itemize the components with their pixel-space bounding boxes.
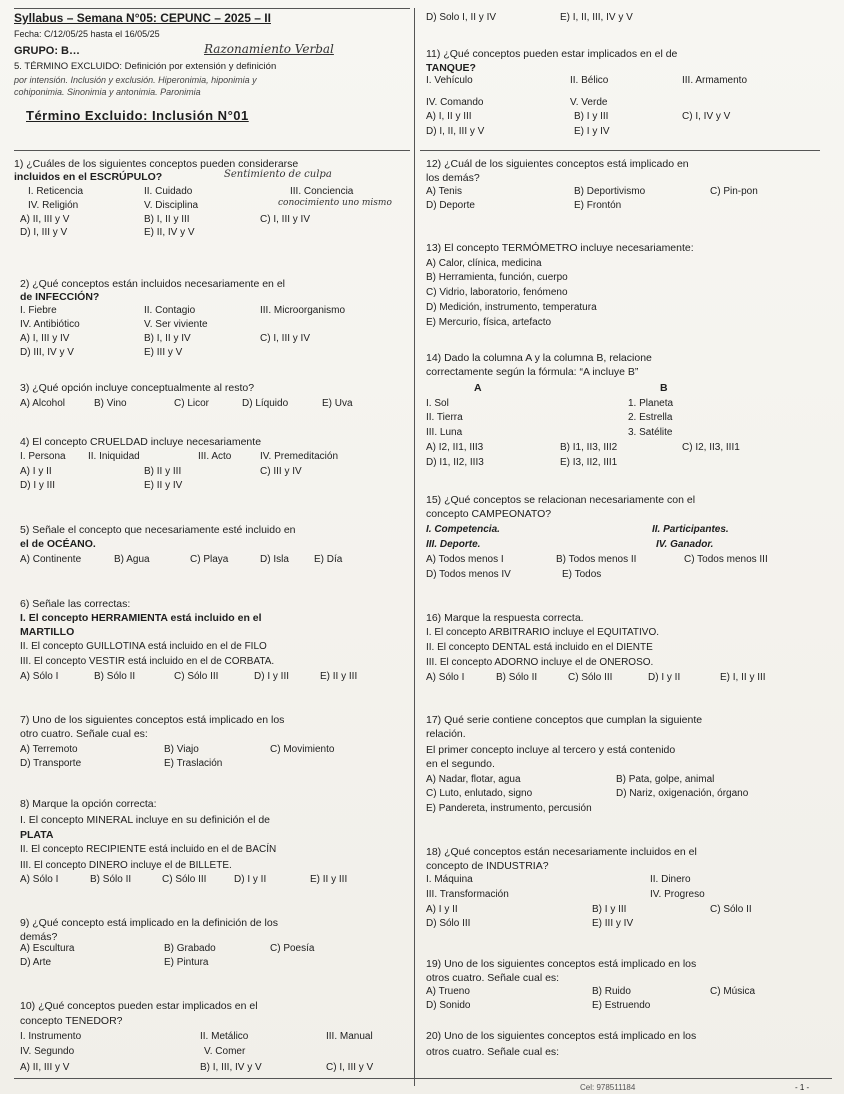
q12-a: A) Tenis xyxy=(426,186,462,197)
q16-line4: III. El concepto ADORNO incluye el de ONEROSO. xyxy=(426,657,654,668)
q1-opt2: II. Cuidado xyxy=(144,186,193,197)
q19-d: D) Sonido xyxy=(426,1000,471,1011)
q4-opt4: IV. Premeditación xyxy=(260,451,339,462)
q8-line4: II. El concepto RECIPIENTE está incluido en el de BACÍN xyxy=(20,844,277,855)
q2-a: A) I, III y IV xyxy=(20,333,70,344)
q5-line2: el de OCÉANO. xyxy=(20,538,96,550)
q10-line2: concepto TENEDOR? xyxy=(20,1015,123,1027)
q14-a2: II. Tierra xyxy=(426,412,463,423)
q16-d: D) I y II xyxy=(648,672,681,683)
q10-a: A) II, III y V xyxy=(20,1062,70,1073)
q7-e: E) Traslación xyxy=(164,758,223,769)
q3-line1: 3) ¿Qué opción incluye conceptualmente al resto? xyxy=(20,382,255,394)
q8-a: A) Sólo I xyxy=(20,874,59,885)
q4-c: C) III y IV xyxy=(260,466,302,477)
section-line-3: cohiponimia. Sinonimia y antonimia. Paronimia xyxy=(14,87,201,97)
q15-opt2: II. Participantes. xyxy=(652,524,729,535)
q2-line1: 2) ¿Qué conceptos están incluidos necesariamente en el xyxy=(20,278,285,290)
q10-opt4: IV. Segundo xyxy=(20,1046,75,1057)
section-rule-right xyxy=(420,150,820,151)
q4-e: E) II y IV xyxy=(144,480,183,491)
q15-e: E) Todos xyxy=(562,569,602,580)
q6-a: A) Sólo I xyxy=(20,671,59,682)
q8-b: B) Sólo II xyxy=(90,874,132,885)
q18-line2: concepto de INDUSTRIA? xyxy=(426,860,549,872)
q1-d: D) I, III y V xyxy=(20,227,68,238)
q10-e: E) I, II, III, IV y V xyxy=(560,12,633,23)
q2-opt5: V. Ser viviente xyxy=(144,319,208,330)
q19-line1: 19) Uno de los siguientes conceptos está implicado en los xyxy=(426,958,697,970)
q11-opt5: V. Verde xyxy=(570,97,608,108)
q1-line1: 1) ¿Cuáles de los siguientes conceptos pueden considerarse xyxy=(14,158,299,170)
q12-c: C) Pin-pon xyxy=(710,186,758,197)
q1-a: A) II, III y V xyxy=(20,214,70,225)
q15-line1: 15) ¿Qué conceptos se relacionan necesariamente con el xyxy=(426,494,696,506)
q13-a: A) Calor, clínica, medicina xyxy=(426,258,542,269)
q6-d: D) I y III xyxy=(254,671,289,682)
q2-d: D) III, IV y V xyxy=(20,347,74,358)
bottom-rule xyxy=(14,1078,832,1079)
q17-line4: en el segundo. xyxy=(426,758,495,770)
q13-e: E) Mercurio, física, artefacto xyxy=(426,317,552,328)
q7-a: A) Terremoto xyxy=(20,744,78,755)
q9-d: D) Arte xyxy=(20,957,52,968)
q14-b2: 2. Estrella xyxy=(628,412,673,423)
q5-line1: 5) Señale el concepto que necesariamente esté incluido en xyxy=(20,524,296,536)
q6-c: C) Sólo III xyxy=(174,671,219,682)
q9-line1: 9) ¿Qué concepto está implicado en la definición de los xyxy=(20,917,278,929)
q7-c: C) Movimiento xyxy=(270,744,335,755)
q3-c: C) Licor xyxy=(174,398,210,409)
section-line-1: 5. TÉRMINO EXCLUIDO: Definición por extensión y definición xyxy=(14,61,277,72)
syllabus-title: Syllabus – Semana N°05: CEPUNC – 2025 – II xyxy=(14,11,271,25)
q9-a: A) Escultura xyxy=(20,943,75,954)
q15-b: B) Todos menos II xyxy=(556,554,637,565)
q14-line2: correctamente según la fórmula: “A incluye B” xyxy=(426,366,639,378)
q12-line1: 12) ¿Cuál de los siguientes conceptos está implicado en xyxy=(426,158,689,170)
q11-opt3: III. Armamento xyxy=(682,75,748,86)
q5-a: A) Continente xyxy=(20,554,82,565)
q13-b: B) Herramienta, función, cuerpo xyxy=(426,272,568,283)
q18-c: C) Sólo II xyxy=(710,904,752,915)
q8-d: D) I y II xyxy=(234,874,267,885)
q17-a: A) Nadar, flotar, agua xyxy=(426,774,521,785)
q14-a3: III. Luna xyxy=(426,427,463,438)
q11-line1: 11) ¿Qué conceptos pueden estar implicados en el de xyxy=(426,48,678,60)
q6-b: B) Sólo II xyxy=(94,671,136,682)
q13-d: D) Medición, instrumento, temperatura xyxy=(426,302,597,313)
q12-e: E) Frontón xyxy=(574,200,622,211)
q18-line1: 18) ¿Qué conceptos están necesariamente incluidos en el xyxy=(426,846,697,858)
q16-b: B) Sólo II xyxy=(496,672,538,683)
q15-line2: concepto CAMPEONATO? xyxy=(426,508,552,520)
q18-b: B) I y III xyxy=(592,904,627,915)
q2-b: B) I, II y IV xyxy=(144,333,191,344)
q18-opt2: II. Dinero xyxy=(650,874,691,885)
q14-line1: 14) Dado la columna A y la columna B, relacione xyxy=(426,352,652,364)
q2-e: E) III y V xyxy=(144,347,183,358)
q8-line1: 8) Marque la opción correcta: xyxy=(20,798,157,810)
q4-d: D) I y III xyxy=(20,480,55,491)
q4-line1: 4) El concepto CRUELDAD incluye necesariamente xyxy=(20,436,262,448)
q14-b1: 1. Planeta xyxy=(628,398,674,409)
q5-e: E) Día xyxy=(314,554,343,565)
q14-col-a-header: A xyxy=(474,382,482,394)
q15-opt3: III. Deporte. xyxy=(426,539,481,550)
q18-opt3: III. Transformación xyxy=(426,889,509,900)
q17-b: B) Pata, golpe, animal xyxy=(616,774,715,785)
q2-line2: de INFECCIÓN? xyxy=(20,291,100,303)
q11-opt1: I. Vehículo xyxy=(426,75,473,86)
q11-b: B) I y III xyxy=(574,111,609,122)
q2-opt3: III. Microorganismo xyxy=(260,305,346,316)
q7-d: D) Transporte xyxy=(20,758,82,769)
q2-opt4: IV. Antibiótico xyxy=(20,319,80,330)
q4-a: A) I y II xyxy=(20,466,52,477)
q11-line2: TANQUE? xyxy=(426,62,476,74)
q2-c: C) I, III y IV xyxy=(260,333,311,344)
q3-e: E) Uva xyxy=(322,398,353,409)
q14-c: C) I2, II3, III1 xyxy=(682,442,740,453)
q13-c: C) Vidrio, laboratorio, fenómeno xyxy=(426,287,568,298)
q11-opt2: II. Bélico xyxy=(570,75,609,86)
q16-line3: II. El concepto DENTAL está incluido en el DIENTE xyxy=(426,642,653,653)
q17-c: C) Luto, enlutado, signo xyxy=(426,788,533,799)
column-divider xyxy=(414,8,415,1086)
q4-opt1: I. Persona xyxy=(20,451,66,462)
q1-e: E) II, IV y V xyxy=(144,227,195,238)
q14-b: B) I1, II3, III2 xyxy=(560,442,618,453)
q18-opt4: IV. Progreso xyxy=(650,889,705,900)
section-rule xyxy=(14,150,410,151)
q15-a: A) Todos menos I xyxy=(426,554,504,565)
q9-b: B) Grabado xyxy=(164,943,216,954)
q5-b: B) Agua xyxy=(114,554,150,565)
q4-b: B) II y III xyxy=(144,466,182,477)
q16-c: C) Sólo III xyxy=(568,672,613,683)
q6-e: E) II y III xyxy=(320,671,358,682)
q14-e: E) I3, II2, III1 xyxy=(560,457,618,468)
q16-line1: 16) Marque la respuesta correcta. xyxy=(426,612,584,624)
q20-line1: 20) Uno de los siguientes conceptos está implicado en los xyxy=(426,1030,697,1042)
q11-d: D) I, II, III y V xyxy=(426,126,485,137)
q8-c: C) Sólo III xyxy=(162,874,207,885)
q5-d: D) Isla xyxy=(260,554,289,565)
q6-line1: 6) Señale las correctas: xyxy=(20,598,131,610)
q10-line1: 10) ¿Qué conceptos pueden estar implicados en el xyxy=(20,1000,258,1012)
top-rule xyxy=(14,8,410,9)
q16-a: A) Sólo I xyxy=(426,672,465,683)
q16-e: E) I, II y III xyxy=(720,672,766,683)
q8-line3: PLATA xyxy=(20,829,54,841)
q11-a: A) I, II y III xyxy=(426,111,472,122)
q19-line2: otros cuatro. Señale cual es: xyxy=(426,972,560,984)
q7-line1: 7) Uno de los siguientes conceptos está implicado en los xyxy=(20,714,285,726)
q14-a1: I. Sol xyxy=(426,398,449,409)
q10-opt1: I. Instrumento xyxy=(20,1031,82,1042)
q19-e: E) Estruendo xyxy=(592,1000,651,1011)
q1-opt5: V. Disciplina xyxy=(144,200,199,211)
q15-c: C) Todos menos III xyxy=(684,554,768,565)
q18-e: E) III y IV xyxy=(592,918,634,929)
q3-b: B) Vino xyxy=(94,398,127,409)
q16-line2: I. El concepto ARBITRARIO incluye el EQUITATIVO. xyxy=(426,627,660,638)
q12-d: D) Deporte xyxy=(426,200,475,211)
q10-d: D) Solo I, II y IV xyxy=(426,12,497,23)
group-label: GRUPO: B… xyxy=(14,45,80,57)
q7-b: B) Viajo xyxy=(164,744,199,755)
q14-b3: 3. Satélite xyxy=(628,427,673,438)
q18-opt1: I. Máquina xyxy=(426,874,473,885)
q8-line5: III. El concepto DINERO incluye el de BILLETE. xyxy=(20,860,232,871)
q13-line1: 13) El concepto TERMÓMETRO incluye necesariamente: xyxy=(426,242,694,254)
q6-line4: II. El concepto GUILLOTINA está incluido en el de FILO xyxy=(20,641,267,652)
q12-line2: los demás? xyxy=(426,172,480,184)
q19-a: A) Trueno xyxy=(426,986,470,997)
q19-c: C) Música xyxy=(710,986,756,997)
q6-line3: MARTILLO xyxy=(20,626,75,638)
q1-c: C) I, III y IV xyxy=(260,214,311,225)
q14-d: D) I1, II2, III3 xyxy=(426,457,484,468)
q1-handwritten-note2: conocimiento uno mismo xyxy=(278,198,392,208)
q11-c: C) I, IV y V xyxy=(682,111,731,122)
q15-opt1: I. Competencia. xyxy=(426,524,500,535)
q1-handwritten-note: Sentimiento de culpa xyxy=(224,169,332,180)
q7-line2: otro cuatro. Señale cual es: xyxy=(20,728,148,740)
q19-b: B) Ruido xyxy=(592,986,631,997)
q9-line2: demás? xyxy=(20,931,58,943)
q18-d: D) Sólo III xyxy=(426,918,471,929)
q14-a: A) I2, II1, III3 xyxy=(426,442,484,453)
handwritten-subject: Razonamiento Verbal xyxy=(204,42,334,56)
q9-c: C) Poesía xyxy=(270,943,315,954)
q10-opt5: V. Comer xyxy=(204,1046,246,1057)
q15-opt4: IV. Ganador. xyxy=(656,539,714,550)
q11-opt4: IV. Comando xyxy=(426,97,484,108)
footer-phone: Cel: 978511184 xyxy=(580,1083,636,1092)
section-title: Término Excluido: Inclusión N°01 xyxy=(26,108,249,123)
q11-e: E) I y IV xyxy=(574,126,610,137)
q18-a: A) I y II xyxy=(426,904,458,915)
page-number: - 1 - xyxy=(795,1083,810,1092)
q8-e: E) II y III xyxy=(310,874,348,885)
q4-opt3: III. Acto xyxy=(198,451,232,462)
q12-b: B) Deportivismo xyxy=(574,186,646,197)
q1-line2: incluidos en el ESCRÚPULO? xyxy=(14,171,163,183)
q15-d: D) Todos menos IV xyxy=(426,569,511,580)
section-line-2: por intensión. Inclusión y exclusión. Hiperonimia, hiponimia y xyxy=(14,75,257,85)
q8-line2: I. El concepto MINERAL incluye en su definición el de xyxy=(20,814,270,826)
q17-line1: 17) Qué serie contiene conceptos que cumplan la siguiente xyxy=(426,714,703,726)
q5-c: C) Playa xyxy=(190,554,229,565)
q10-c: C) I, III y V xyxy=(326,1062,374,1073)
q6-line2: I. El concepto HERRAMIENTA está incluido en el xyxy=(20,612,262,624)
date-range: Fecha: C/12/05/25 hasta el 16/05/25 xyxy=(14,29,160,39)
q17-e: E) Pandereta, instrumento, percusión xyxy=(426,803,592,814)
q1-opt1: I. Reticencia xyxy=(28,186,84,197)
q10-opt2: II. Metálico xyxy=(200,1031,249,1042)
q2-opt2: II. Contagio xyxy=(144,305,196,316)
q1-b: B) I, II y III xyxy=(144,214,190,225)
q20-line2: otros cuatro. Señale cual es: xyxy=(426,1046,560,1058)
q4-opt2: II. Iniquidad xyxy=(88,451,140,462)
q14-col-b-header: B xyxy=(660,382,668,394)
q17-line3: El primer concepto incluye al tercero y está contenido xyxy=(426,744,676,756)
q2-opt1: I. Fiebre xyxy=(20,305,57,316)
q17-line2: relación. xyxy=(426,728,466,740)
q17-d: D) Nariz, oxigenación, órgano xyxy=(616,788,749,799)
q3-d: D) Líquido xyxy=(242,398,289,409)
q9-e: E) Pintura xyxy=(164,957,209,968)
q1-opt3: III. Conciencia xyxy=(290,186,354,197)
q6-line5: III. El concepto VESTIR está incluido en el de CORBATA. xyxy=(20,656,275,667)
q10-b: B) I, III, IV y V xyxy=(200,1062,262,1073)
q3-a: A) Alcohol xyxy=(20,398,66,409)
q10-opt3: III. Manual xyxy=(326,1031,373,1042)
q1-opt4: IV. Religión xyxy=(28,200,79,211)
